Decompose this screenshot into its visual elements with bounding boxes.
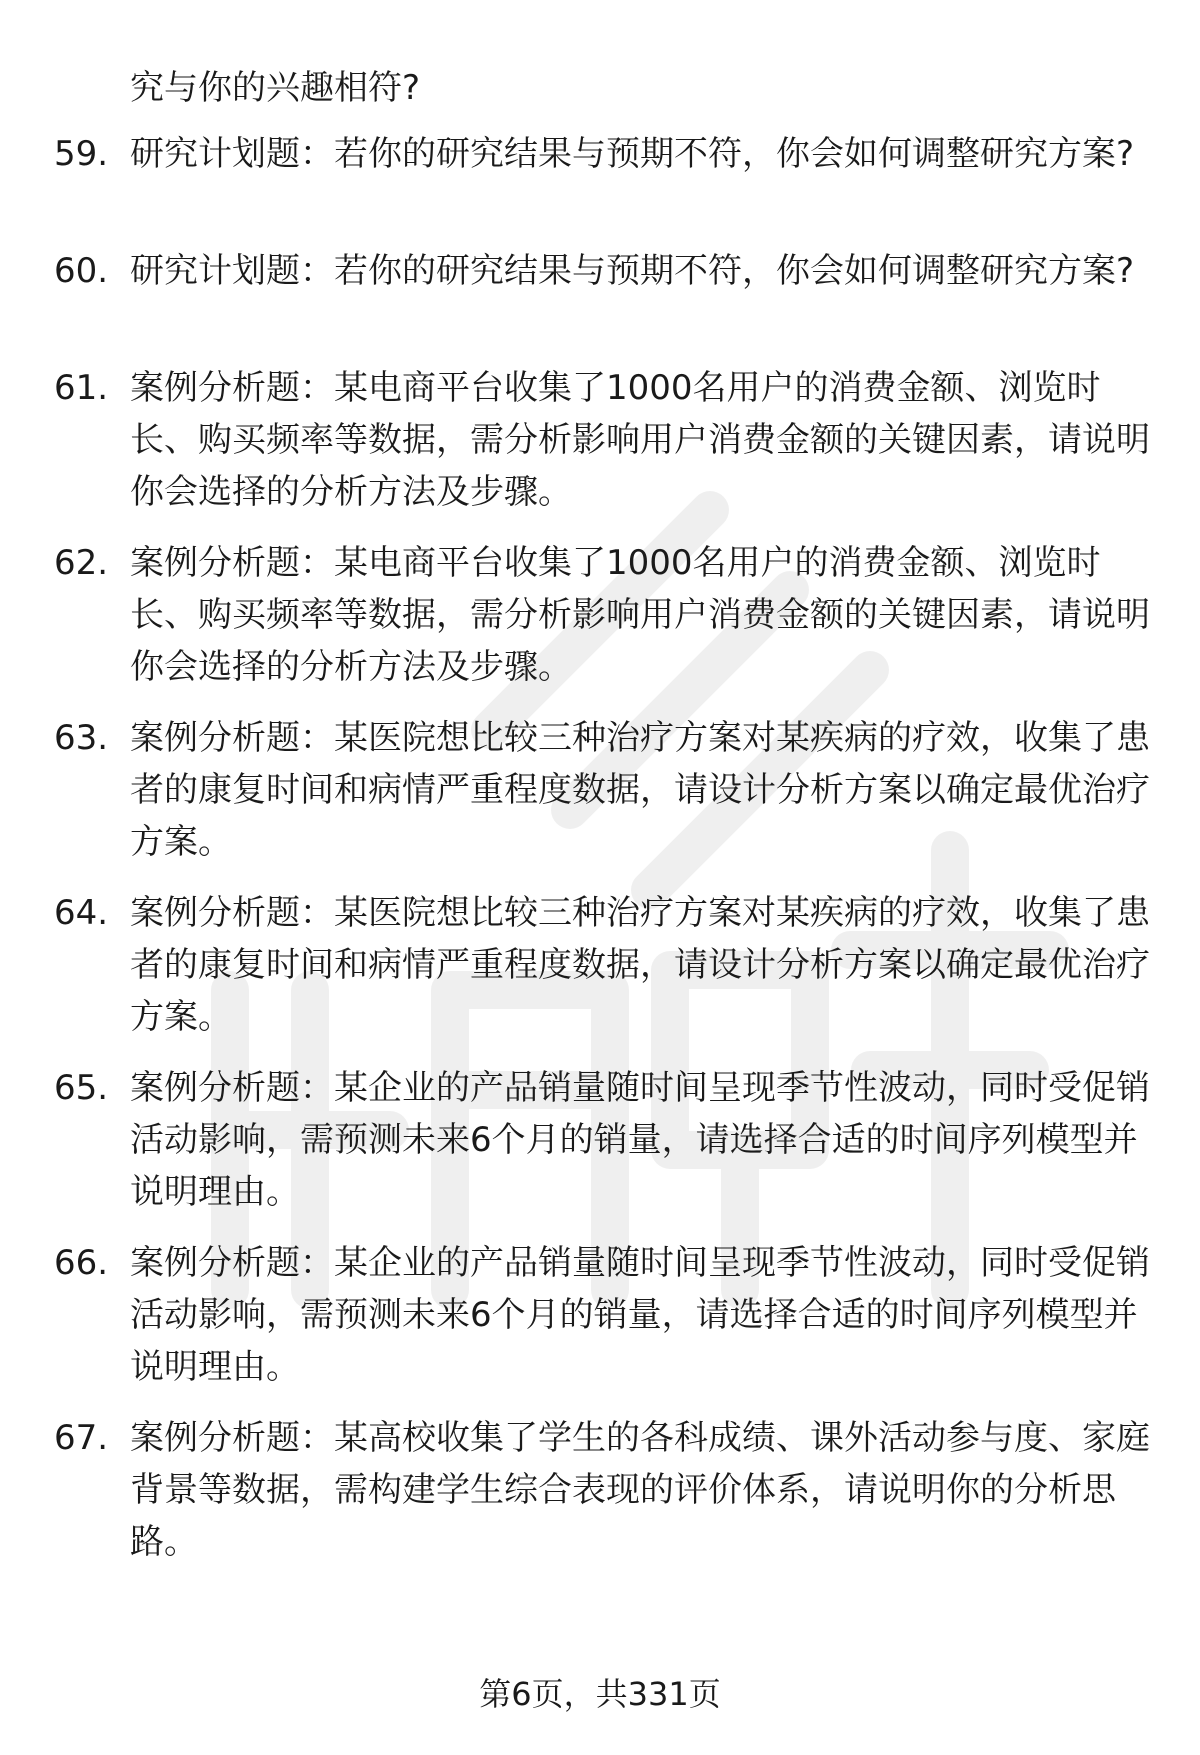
page-footer: 第6页，共331页 <box>479 1675 721 1713</box>
question-text: 案例分析题：某高校收集了学生的各科成绩、课外活动参与度、家庭背景等数据，需构建学生综合表现的评价体系，请说明你的分析思路。 <box>130 1418 1150 1562</box>
question-text: 研究计划题：若你的研究结果与预期不符，你会如何调整研究方案? <box>130 134 1135 174</box>
question-number: 63. <box>54 718 109 758</box>
question-text: 案例分析题：某企业的产品销量随时间呈现季节性波动，同时受促销活动影响，需预测未来6个月的销量，请选择合适的时间序列模型并说明理由。 <box>130 1243 1150 1387</box>
question-text: 案例分析题：某医院想比较三种治疗方案对某疾病的疗效，收集了患者的康复时间和病情严重程度数据，请设计分析方案以确定最优治疗方案。 <box>130 893 1150 1037</box>
question-text: 研究计划题：若你的研究结果与预期不符，你会如何调整研究方案? <box>130 251 1135 291</box>
question-text: 案例分析题：某电商平台收集了1000名用户的消费金额、浏览时长、购买频率等数据，需分析影响用户消费金额的关键因素，请说明你会选择的分析方法及步骤。 <box>130 543 1150 687</box>
question-text: 案例分析题：某医院想比较三种治疗方案对某疾病的疗效，收集了患者的康复时间和病情严重程度数据，请设计分析方案以确定最优治疗方案。 <box>130 718 1150 862</box>
question-text: 案例分析题：某企业的产品销量随时间呈现季节性波动，同时受促销活动影响，需预测未来6个月的销量，请选择合适的时间序列模型并说明理由。 <box>130 1068 1150 1212</box>
question-text: 案例分析题：某电商平台收集了1000名用户的消费金额、浏览时长、购买频率等数据，需分析影响用户消费金额的关键因素，请说明你会选择的分析方法及步骤。 <box>130 368 1150 512</box>
question-number: 62. <box>54 543 109 583</box>
question-number: 61. <box>54 368 109 408</box>
question-number: 64. <box>54 893 109 933</box>
continued-question-text: 究与你的兴趣相符? <box>130 68 421 108</box>
question-number: 65. <box>54 1068 109 1108</box>
question-number: 67. <box>54 1418 109 1458</box>
question-number: 66. <box>54 1243 109 1283</box>
question-number: 60. <box>54 251 109 291</box>
question-number: 59. <box>54 134 109 174</box>
